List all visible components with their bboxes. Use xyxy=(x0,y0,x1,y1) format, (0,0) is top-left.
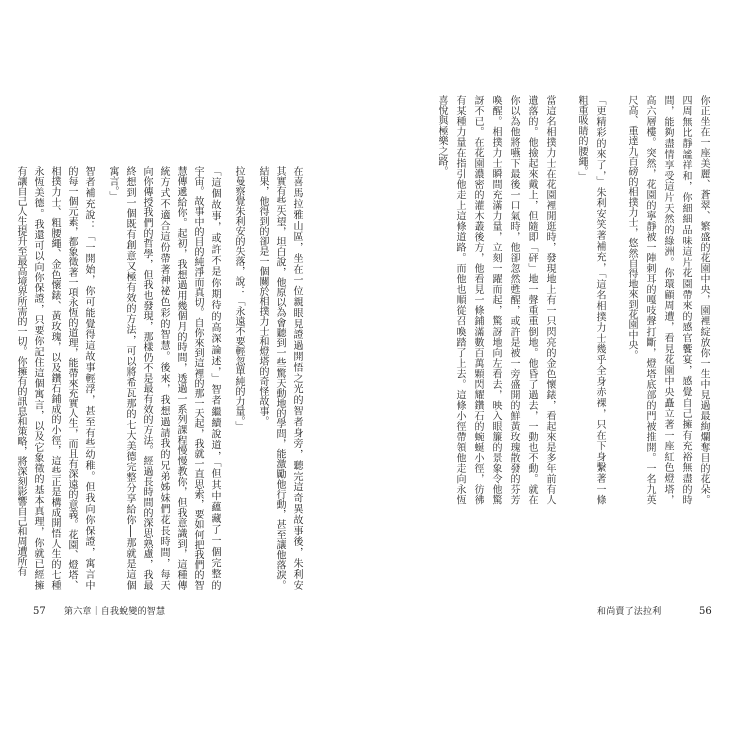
text-column-line: 在喜馬拉雅山區，坐在一位親眼見證過開悟之光的智者身旁，聽完這奇異故事後，朱利安 xyxy=(291,166,302,590)
text-column-line: 訝不已。在花園濃密的灌木叢後方，他看見一條鋪滿數百萬顆閃耀鑽石的蜿蜒小徑，彷彿 xyxy=(472,95,483,505)
text-column-line: 高六層樓。突然，花園的寧靜被一陣刺耳的嘎吱聲打斷，燈塔底部的門被推開。一名九英 xyxy=(644,95,655,505)
running-head-book-title: 和尚賣了法拉利 xyxy=(597,607,662,617)
text-column-line: 統方式不適合這份帶著神祕色彩的智慧。後來，我想過請我的兄弟姊妹們花長時間，每天 xyxy=(158,166,169,590)
text-column-line: 遺落的。他撿起來戴上，但隨即「砰」地一聲重重倒地。他昏了過去，一動也不動。就在 xyxy=(526,95,537,505)
left-page-body-text xyxy=(12,166,305,590)
text-column-line: 間，能夠盡情享受這片天然的綠洲。你環顧周遭，看見花園中央矗立著一座紅色燈塔， xyxy=(662,95,673,505)
text-column-line: 喚醒。相撲力士瞬間充滿力量，立刻一躍而起，驚訝地向左看去，映入眼簾的景象令他驚 xyxy=(490,95,501,505)
text-column-line: 四周無比靜謐祥和，你細細品味這片花園帶來的感官饗宴，感覺自己擁有充裕無盡的時 xyxy=(680,95,691,505)
text-column-line: 當這名相撲力士在花園裡閒逛時，發現地上有一只閃亮的金色懷錶，看起來是多年前有人 xyxy=(544,95,555,505)
text-column-line: 你正坐在一座美麗、蒼翠、繁盛的花園中央，園裡綻放你一生中見過最絢爛奪目的花朵。 xyxy=(698,95,709,505)
right-page xyxy=(375,0,750,750)
text-column-line: 有讓自己人生提升至最高境界所需的一切。你擁有的訊息和策略，將深刻影響自己和周遭所有 xyxy=(15,166,26,576)
right-page-body-text xyxy=(432,95,712,505)
text-column-line: 的每一個元素，都象徵著一項永恆的道理，能帶來充實人生，而且有深遠的意義。花園、燈塔、 xyxy=(66,166,77,590)
paragraph xyxy=(622,95,712,505)
text-column-line: 「更精彩的來了，」朱利安笑著補充，「這名相撲力士幾乎全身赤裸，只在下身繫著一條 xyxy=(594,95,605,505)
running-head-chapter-title: 第六章｜自我蛻變的智慧 xyxy=(64,607,166,617)
paragraph xyxy=(572,95,608,505)
page-number: 57 xyxy=(33,606,46,617)
text-column-line: 粗重吸睛的腰繩。」 xyxy=(576,95,587,182)
text-column-line: 向你傳授我們的哲學，但我也發現，那樣仍不是最有效的方法。經過長時間的深思熟慮，我最 xyxy=(141,166,152,590)
paragraph xyxy=(230,166,247,590)
text-column-line: 智者補充說：「一開始，你可能覺得這故事輕浮，甚至有些幼稚。但我向你保證，寓言中 xyxy=(83,166,94,590)
text-column-line: 慧傳遞給你。起初，我想過用幾個月的時間，透過一系列課程慢慢教你，但我意識到，這種傳 xyxy=(175,166,186,590)
text-column-line: 其實有些失望，坦白說，他原以為會聽到一些驚天動地的學問，能激勵他行動，甚至讓他落淚。 xyxy=(274,166,285,590)
paragraph xyxy=(104,166,223,590)
paragraph xyxy=(254,166,305,590)
paragraph xyxy=(12,166,97,590)
text-column-line: 有某種力量在指引他走上這條道路。而他也順從召喚踏了上去。這條小徑帶領他走向永恆 xyxy=(454,95,465,505)
text-column-line: 你以為他將嚥下最後一口氣時，他卻忽然甦醒，或許是被一旁盛開的鮮黃玫瑰散發的芬芳 xyxy=(508,95,519,505)
text-column-line: 拉曼察覺朱利安的失落，說：「永遠不要輕忽單純的力量。」 xyxy=(233,166,244,431)
text-column-line: 寓言。」 xyxy=(107,166,118,201)
text-column-line: 結果，他得到的卻是一個關於相撲力士和燈塔的奇怪故事。 xyxy=(257,166,268,426)
text-column-line: 終想到一個既有創意又極有效的方法，可以將希瓦那的七大美德完整分享給你──那就是這個 xyxy=(124,166,135,590)
text-column-line: 相撲力士、粗腰繩、金色懷錶、黃玫瑰，以及鑽石鋪成的小徑，這些正是構成開悟人生的七種 xyxy=(49,166,60,590)
text-column-line: 永恆美德。我還可以向你保證，只要你記住這個寓言，以及它象徵的基本真理，你就已經擁 xyxy=(32,166,43,590)
page-number: 56 xyxy=(699,606,712,617)
text-column-line: 宇宙。故事中的目的純淨而真切。自你來到這裡的那一天起，我就一直思索，要如何把我們的智 xyxy=(192,166,203,590)
text-column-line: 喜悅與極樂之路。 xyxy=(436,95,447,177)
paragraph xyxy=(432,95,558,505)
text-column-line: 尺高、重達九百磅的相撲力士，悠然自得地來到花園中央。 xyxy=(626,95,637,361)
text-column-line: 「這個故事，或許不是你期待的高深論述，」智者繼續說道，「但其中蘊藏了一個完整的 xyxy=(209,166,220,590)
